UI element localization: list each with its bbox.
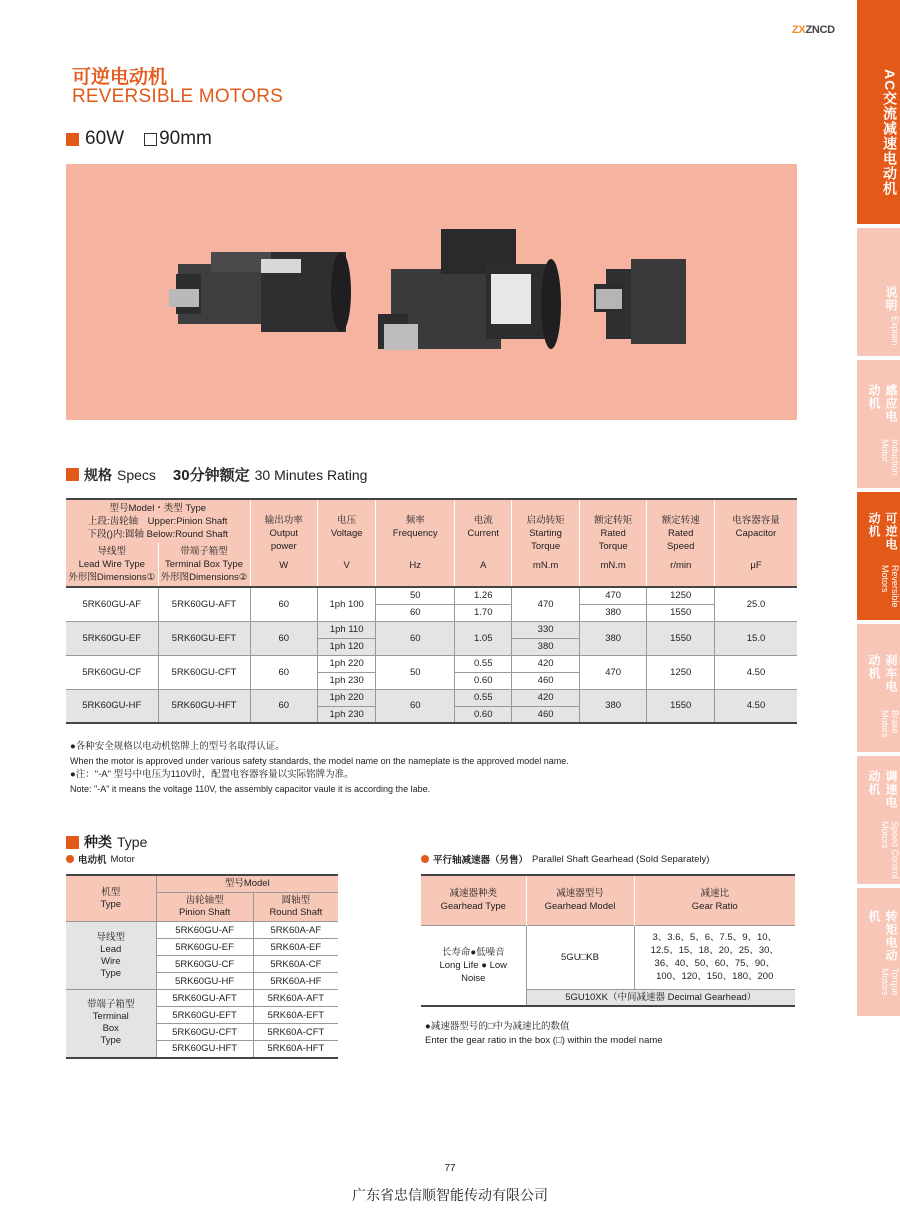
specs-heading-cn: 规格 [84,466,112,483]
starting-torque-value: 460 [512,706,580,723]
frequency-value: 50 [376,655,455,689]
current-value: 0.55 [455,655,512,672]
unit-a: A [480,560,487,571]
unit-hz: Hz [409,560,422,571]
product-photo [66,164,797,420]
pinion-model: 5RK60GU-HFT [156,1041,253,1058]
rated-torque-header [579,499,647,587]
motor-subheading [66,852,135,866]
rating-cn: 30分钟额定 [172,467,250,484]
round-header: 圆轴型 Round Shaft [253,893,338,922]
voltage-value: 1ph 100 [318,587,376,621]
round-model: 5RK60A-EFT [253,1007,338,1024]
current-value: 1.05 [455,621,512,655]
pinion-model: 5RK60GU-HF [156,973,253,990]
starting-torque-header [512,499,580,587]
motor-types-table [66,874,338,1059]
capacitor-value: 25.0 [715,587,798,621]
page-number: 77 [444,1163,456,1174]
motor-image-1 [169,252,351,332]
starting-torque-value: 420 [512,655,580,672]
tab-label: 说明 [884,286,898,313]
output-header-text: 输出功率 Output power [264,515,303,552]
speed-value: 1550 [647,689,715,723]
motor-image-2 [378,229,561,350]
starting-torque-value: 330 [512,621,580,638]
starting-torque-value: 420 [512,689,580,706]
gearhead-model-header: 减速器型号 Gearhead Model [526,875,634,925]
frequency-header-text: 频率 Frequency [392,515,438,539]
tab-label-en: Reversible Motors [880,565,900,608]
gear-subheading [421,852,709,866]
rated-speed-header [647,499,715,587]
round-model: 5RK60A-HFT [253,1041,338,1058]
model-header-line3: 下段()内:圆轴 Below:Round Shaft [87,529,228,540]
round-model: 5RK60A-AF [253,922,338,939]
spec-line [66,128,212,150]
tab-label: 转矩电动机 [867,910,898,962]
current-value: 0.55 [455,689,512,706]
table-row [66,621,797,638]
gear-ratio-header: 减速比 Gear Ratio [634,875,795,925]
current-header [455,499,512,587]
current-header-text: 电流 Current [467,515,500,539]
gearhead-type-value: 长寿命●低噪音 Long Life ● Low Noise [421,925,526,1006]
voltage-value: 1ph 230 [318,706,376,723]
motor-sub-cn: 电动机 [78,855,107,866]
table-row [66,587,797,604]
type-header: 机型 Type [66,875,156,922]
specs-table [66,498,797,724]
frequency-value: 60 [376,604,455,621]
terminal-model: 5RK60GU-EFT [158,621,250,655]
round-model: 5RK60A-HF [253,973,338,990]
note1-cn: ●各种安全规格以电动机铭牌上的型号名取得认证。 [70,741,285,752]
tab-label-en: Torque Motors [880,968,900,996]
note2-cn: ●注："-A" 型号中电压为110V时，配置电容器容量以实际铭牌为准。 [70,769,354,780]
model-type-header [66,499,250,543]
tab-label-en: Induction Motor [880,439,900,476]
terminal-model: 5RK60GU-CFT [158,655,250,689]
gear-note-cn: ●减速器型号的□中为减速比的数值 [425,1021,570,1032]
starting-torque-value: 380 [512,638,580,655]
output-header [250,499,318,587]
tab-label: 刹车电动机 [867,654,898,693]
current-value: 0.60 [455,706,512,723]
frequency-value: 60 [376,689,455,723]
gear-note-en: Enter the gear ratio in the box (□) within the model name [425,1035,663,1046]
tab-label: 调速电动机 [867,770,898,809]
speed-value: 1250 [647,587,715,604]
gearhead-type-header: 减速器种类 Gearhead Type [421,875,526,925]
filled-square-icon [66,468,79,481]
capacitor-value: 4.50 [715,689,798,723]
table-row [421,925,795,989]
rated-speed-header-text: 额定转速 Rated Speed [661,515,700,552]
rated-torque-value: 470 [579,587,647,604]
table-row [66,689,797,706]
output-value: 60 [250,587,318,621]
lead-model: 5RK60GU-HF [66,689,158,723]
unit-uf: μF [750,560,762,571]
pinion-model: 5RK60GU-EF [156,939,253,956]
voltage-value: 1ph 220 [318,655,376,672]
rated-torque-value: 380 [579,621,647,655]
page-title-cn: 可逆电动机 [72,67,168,88]
frequency-header [376,499,455,587]
lead-model: 5RK60GU-CF [66,655,158,689]
types-heading-en: Type [117,834,148,850]
spec-notes [70,740,569,796]
round-model: 5RK60A-CFT [253,1024,338,1041]
speed-value: 1250 [647,655,715,689]
note1-en: When the motor is approved under various safety standards, the model name on the nameplate is the approved model name. [70,756,569,766]
terminal-box-group: 带端子箱型 Terminal Box Type [66,990,156,1058]
filled-square-icon [66,133,79,146]
starting-torque-value: 470 [512,587,580,621]
tab-label: 可逆电动机 [867,512,898,551]
round-model: 5RK60A-AFT [253,990,338,1007]
speed-value: 1550 [647,621,715,655]
tab-label: AC交流减速电动机 [882,69,898,197]
lead-model: 5RK60GU-EF [66,621,158,655]
pinion-model: 5RK60GU-EFT [156,1007,253,1024]
lead-wire-group: 导线型 Lead Wire Type [66,922,156,990]
current-value: 1.70 [455,604,512,621]
pinion-model: 5RK60GU-AF [156,922,253,939]
motor-sub-en: Motor [110,853,135,865]
rating-en: 30 Minutes Rating [254,466,368,483]
voltage-header [318,499,376,587]
tab-brake[interactable] [857,624,900,752]
filled-square-icon [66,836,79,849]
note2-en: Note: "-A" it means the voltage 110V, the assembly capacitor vaule it is according the labe. [70,784,431,794]
tab-explain[interactable] [857,228,900,356]
frequency-value: 50 [376,587,455,604]
lead-wire-header: 导线型 Lead Wire Type 外形图Dimensions① [66,543,158,587]
voltage-value: 1ph 120 [318,638,376,655]
capacitor-value: 4.50 [715,655,798,689]
rated-torque-header-text: 额定转矩 Rated Torque [594,515,633,552]
gear-sub-cn: 平行轴减速器（另售） [433,855,529,866]
capacitor-header-text: 电容器容量 Capacitor [732,515,780,539]
voltage-value: 1ph 220 [318,689,376,706]
size-label: 90mm [159,128,212,149]
rated-torque-value: 470 [579,655,647,689]
tab-reversible[interactable] [857,492,900,620]
output-value: 60 [250,655,318,689]
voltage-value: 1ph 230 [318,672,376,689]
page-title-en: REVERSIBLE MOTORS [72,86,284,107]
tab-torque[interactable] [857,888,900,1016]
unit-rmin: r/min [670,560,692,571]
decimal-gearhead: 5GU10XK（中间减速器 Decimal Gearhead） [526,989,795,1006]
open-square-icon [144,133,157,146]
unit-v: V [343,560,350,571]
model-header-line2: 上段:齿轮轴 Upper:Pinion Shaft [88,516,228,527]
terminal-box-header: 带端子箱型 Terminal Box Type 外形图Dimensions② [158,543,250,587]
bullet-dot-icon [421,855,429,863]
gear-note [425,1020,663,1048]
table-row [66,922,338,939]
power-label: 60W [85,128,125,149]
tab-speed-control[interactable] [857,756,900,884]
terminal-model: 5RK60GU-HFT [158,689,250,723]
tab-label-en: Speed Control Motors [880,820,900,879]
model-header: 型号Model [156,875,338,893]
pinion-model: 5RK60GU-AFT [156,990,253,1007]
starting-torque-value: 460 [512,672,580,689]
tab-label-en: Brake Motors [880,709,900,738]
voltage-header-text: 电压 Voltage [330,515,363,539]
round-model: 5RK60A-CF [253,956,338,973]
company-name: 广东省忠信顺智能传动有限公司 [352,1187,548,1203]
current-value: 0.60 [455,672,512,689]
lead-model: 5RK60GU-AF [66,587,158,621]
brand-logo: ZX ZNCD [792,24,835,36]
pinion-header: 齿轮轴型 Pinion Shaft [156,893,253,922]
terminal-model: 5RK60GU-AFT [158,587,250,621]
capacitor-header [715,499,798,587]
gear-sub-en: Parallel Shaft Gearhead (Sold Separately) [532,853,710,865]
tab-ac-motor[interactable] [857,0,900,224]
output-value: 60 [250,621,318,655]
capacitor-value: 15.0 [715,621,798,655]
tab-label-en: Explain [890,316,900,346]
frequency-value: 60 [376,621,455,655]
unit-w: W [279,560,289,571]
speed-value: 1550 [647,604,715,621]
gearhead-table [421,874,795,1007]
motor-image-3 [594,259,686,344]
output-value: 60 [250,689,318,723]
pinion-model: 5RK60GU-CFT [156,1024,253,1041]
starting-torque-header-text: 启动转矩 Starting Torque [526,515,565,552]
bullet-dot-icon [66,855,74,863]
tab-label: 感应电动机 [867,384,898,423]
gear-ratio-values: 3、3.6、5、6、7.5、9、10、 12.5、15、18、20、25、30、 36、40、50、60、75、90、 100、120、150、180、200 [634,925,795,989]
types-heading-cn: 种类 [84,834,112,850]
table-row [66,990,338,1007]
unit-mnm-start: mN.m [532,560,559,571]
round-model: 5RK60A-EF [253,939,338,956]
types-heading [66,832,147,852]
voltage-value: 1ph 110 [318,621,376,638]
tab-induction[interactable] [857,360,900,488]
model-header-line1: 型号Model・类型 Type [109,503,207,514]
rated-torque-value: 380 [579,604,647,621]
specs-heading-en: Specs [117,466,156,483]
rated-torque-value: 380 [579,689,647,723]
gearhead-model-value: 5GU□KB [526,925,634,989]
specs-heading [66,464,367,485]
unit-mnm-rated: mN.m [600,560,626,571]
table-row [66,655,797,672]
current-value: 1.26 [455,587,512,604]
pinion-model: 5RK60GU-CF [156,956,253,973]
